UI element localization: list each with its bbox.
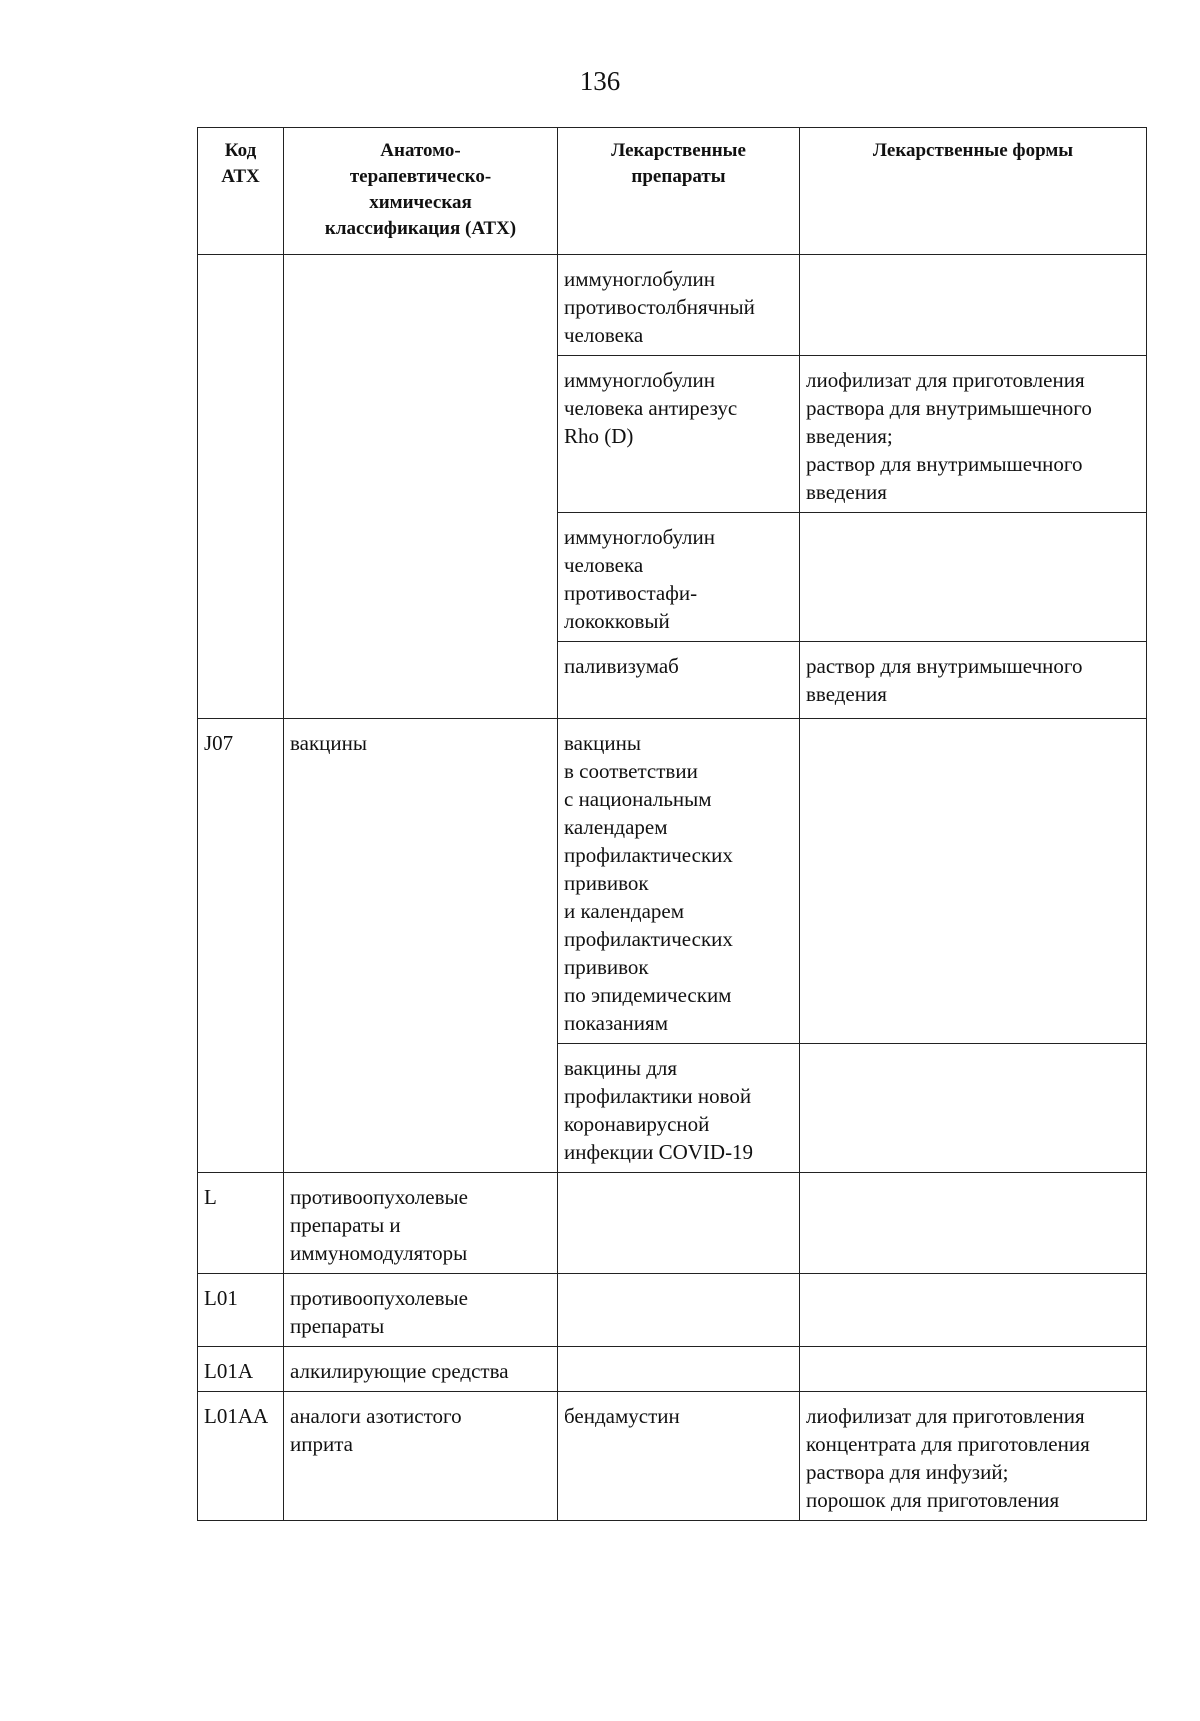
atx-class-cell <box>284 255 558 719</box>
drug-cell: вакцины для профилактики новой коронавирусной инфекции COVID-19 <box>558 1044 800 1173</box>
dosage-form-cell: лиофилизат для приготовления раствора для внутримышечного введения; раствор для внутримышечного введения <box>800 356 1147 513</box>
table-row <box>198 1347 1147 1392</box>
atx-code-cell: L01A <box>198 1347 284 1392</box>
dosage-form-cell <box>800 719 1147 1044</box>
drug-cell: иммуноглобулин противостолбнячный человека <box>558 255 800 356</box>
dosage-form-cell <box>800 1173 1147 1274</box>
dosage-form-cell <box>800 513 1147 642</box>
atx-class-cell: противоопухолевые препараты и иммуномодуляторы <box>284 1173 558 1274</box>
atx-code-cell: J07 <box>198 719 284 1173</box>
drug-cell: бендамустин <box>558 1392 800 1521</box>
table-row <box>198 1274 1147 1347</box>
table-row <box>198 719 1147 1044</box>
drug-cell <box>558 1347 800 1392</box>
dosage-form-cell: раствор для внутримышечного введения <box>800 642 1147 719</box>
header-drugs: Лекарственные препараты <box>558 128 800 255</box>
table-row <box>198 1173 1147 1274</box>
drug-cell <box>558 1274 800 1347</box>
dosage-form-cell <box>800 1347 1147 1392</box>
atx-class-cell: вакцины <box>284 719 558 1173</box>
dosage-form-cell <box>800 1274 1147 1347</box>
table-header-row <box>198 128 1147 255</box>
atx-class-cell: противоопухолевые препараты <box>284 1274 558 1347</box>
drug-cell <box>558 1173 800 1274</box>
dosage-form-cell <box>800 1044 1147 1173</box>
drug-cell: вакцины в соответствии с национальным календарем профилактических прививок и календарем профилактических прививок по эпидемическим показаниям <box>558 719 800 1044</box>
header-code: Код АТХ <box>198 128 284 255</box>
atx-table <box>197 127 1147 1521</box>
atx-code-cell <box>198 255 284 719</box>
table-row <box>198 255 1147 356</box>
drug-cell: паливизумаб <box>558 642 800 719</box>
header-atx-classification: Анатомо- терапевтическо- химическая классификация (АТХ) <box>284 128 558 255</box>
drug-cell: иммуноглобулин человека противостафи- лококковый <box>558 513 800 642</box>
dosage-form-cell: лиофилизат для приготовления концентрата для приготовления раствора для инфузий; порошок для приготовления <box>800 1392 1147 1521</box>
atx-code-cell: L01 <box>198 1274 284 1347</box>
dosage-form-cell <box>800 255 1147 356</box>
atx-code-cell: L <box>198 1173 284 1274</box>
drug-cell: иммуноглобулин человека антирезус Rho (D) <box>558 356 800 513</box>
table-row <box>198 1392 1147 1521</box>
atx-class-cell: аналоги азотистого иприта <box>284 1392 558 1521</box>
header-dosage-forms: Лекарственные формы <box>800 128 1147 255</box>
atx-code-cell: L01AA <box>198 1392 284 1521</box>
atx-class-cell: алкилирующие средства <box>284 1347 558 1392</box>
page-number: 136 <box>579 66 621 96</box>
